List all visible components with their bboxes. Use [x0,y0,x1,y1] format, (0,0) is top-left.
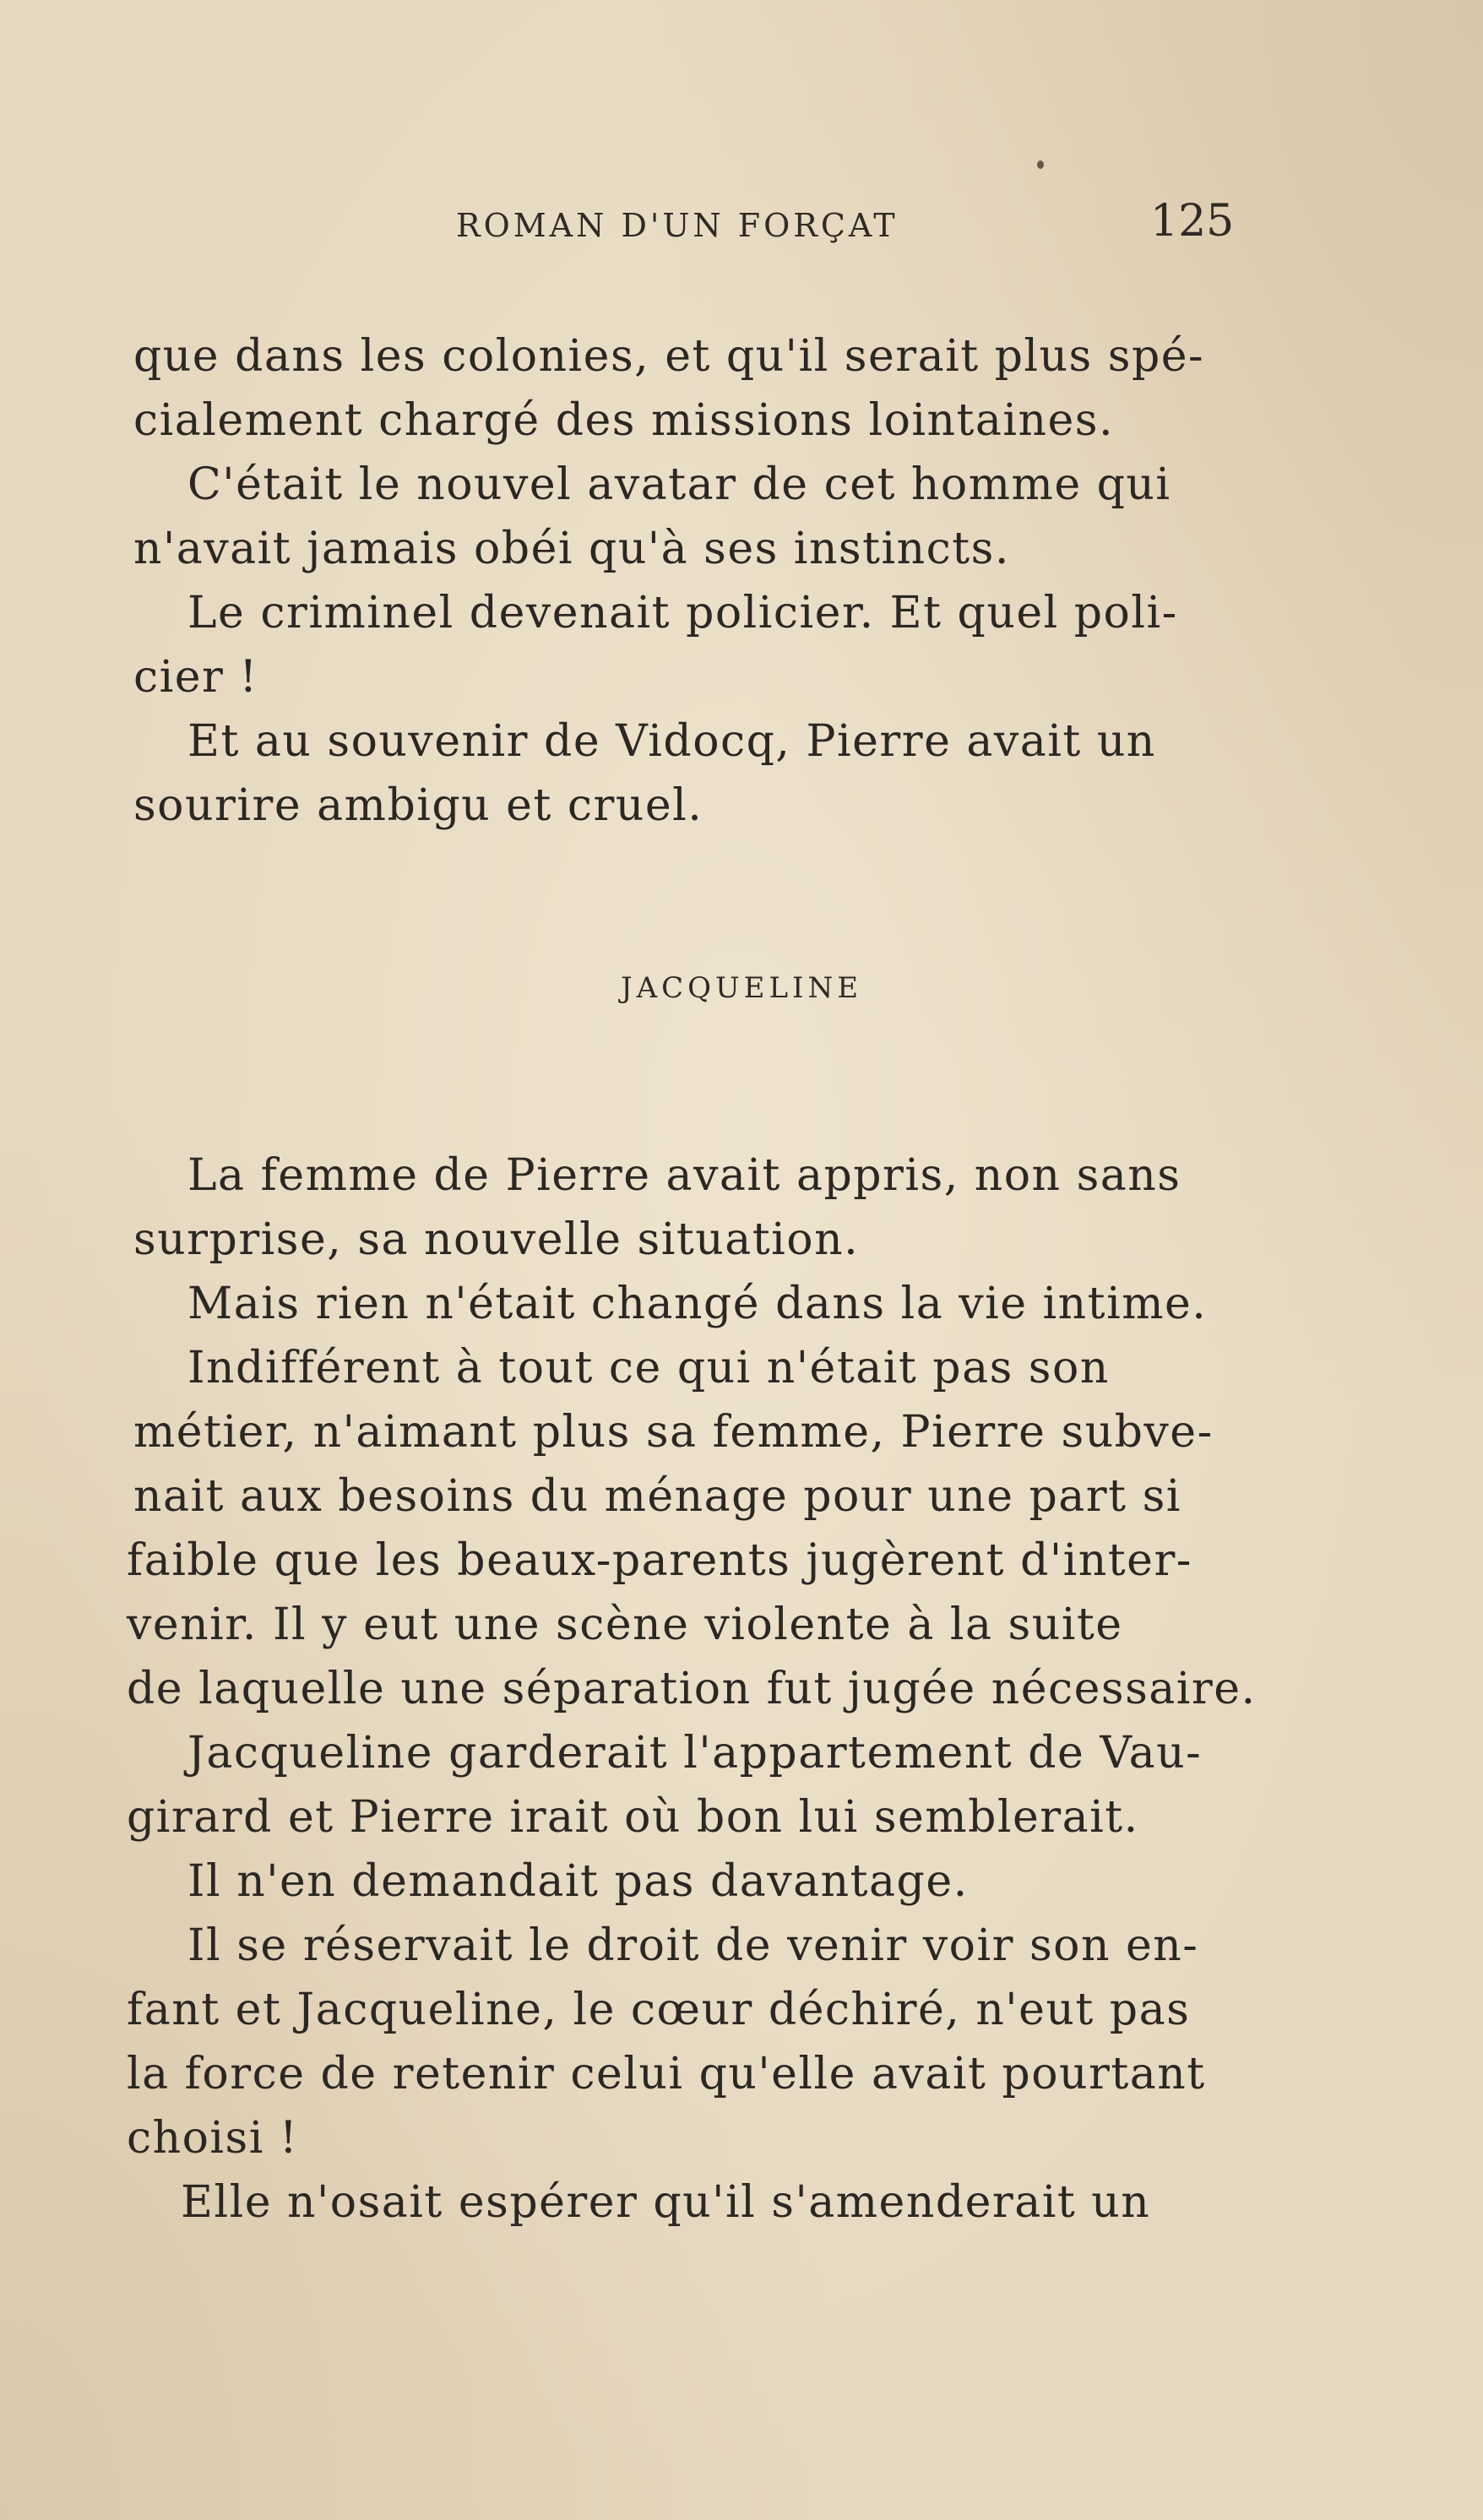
text-line: cialement chargé des missions lointaines. [133,395,1115,446]
running-title: ROMAN D'UN FORÇAT [456,207,899,244]
text-line: de laquelle une séparation fut jugée nécessaire. [127,1664,1257,1714]
text-line: choisi ! [127,2113,299,2164]
text-line: que dans les colonies, et qu'il serait plus spé- [133,331,1205,382]
text-line: Indifférent à tout ce qui n'était pas son [187,1343,1110,1393]
text-line: cier ! [133,652,258,703]
page-number: 125 [1150,196,1235,247]
text-line: sourire ambigu et cruel. [133,780,703,831]
section-title: JACQUELINE [620,971,863,1005]
text-line: La femme de Pierre avait appris, non sans [187,1150,1182,1201]
text-line: C'était le nouvel avatar de cet homme qui [187,459,1171,510]
text-line: Le criminel devenait policier. Et quel poli- [187,588,1178,638]
text-line: surprise, sa nouvelle situation. [133,1214,860,1265]
ink-speck [1037,160,1044,169]
text-line: métier, n'aimant plus sa femme, Pierre subve- [133,1407,1214,1458]
text-line: n'avait jamais obéi qu'à ses instincts. [133,524,1010,574]
text-line: Il n'en demandait pas davantage. [187,1856,969,1907]
text-line: faible que les beaux-parents jugèrent d'inter- [127,1535,1192,1586]
text-line: Et au souvenir de Vidocq, Pierre avait un [187,716,1156,767]
text-line: nait aux besoins du ménage pour une part si [133,1471,1182,1522]
text-line: Mais rien n'était changé dans la vie intime. [187,1279,1208,1329]
text-line: fant et Jacqueline, le cœur déchiré, n'eut pas [127,1985,1191,2035]
text-line: Il se réservait le droit de venir voir son en- [187,1920,1199,1971]
text-line: Jacqueline garderait l'appartement de Vau- [187,1728,1203,1779]
text-line: Elle n'osait espérer qu'il s'amenderait un [181,2177,1151,2228]
text-line: la force de retenir celui qu'elle avait pourtant [127,2049,1206,2099]
text-line: girard et Pierre irait où bon lui semblerait. [127,1792,1139,1843]
text-line: venir. Il y eut une scène violente à la suite [127,1599,1123,1650]
